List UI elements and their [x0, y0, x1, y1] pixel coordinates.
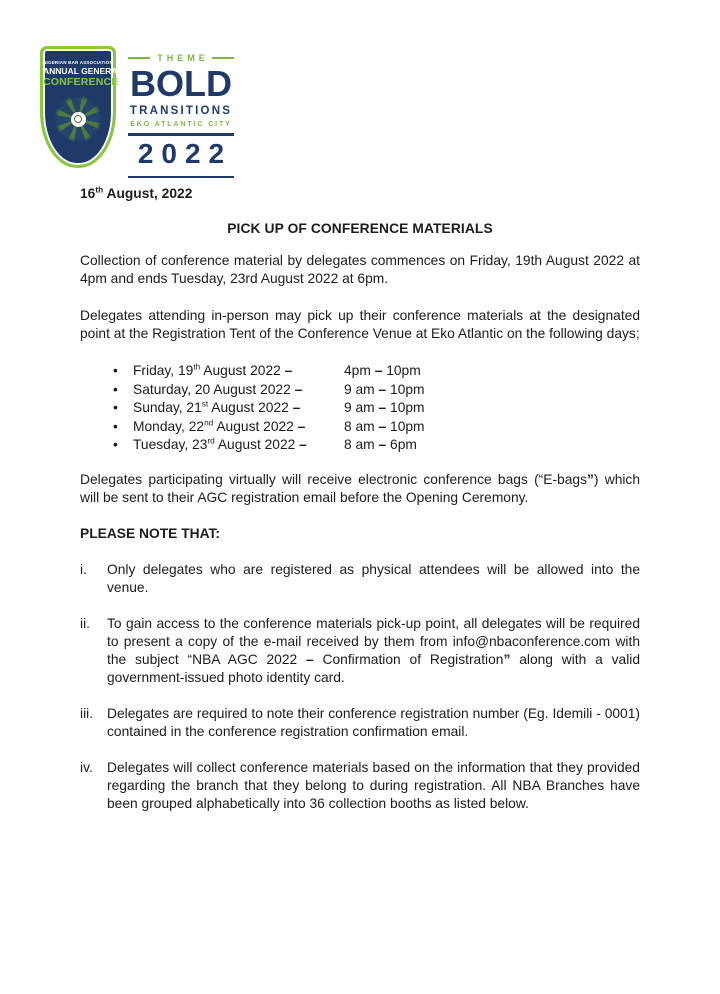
day-text: Saturday, 20 [133, 381, 211, 397]
day-text: Monday, 22 [133, 418, 205, 434]
schedule-time [344, 362, 421, 381]
day-dash: – [294, 381, 303, 397]
schedule-item [113, 418, 640, 437]
shield-annual-general: ANNUAL GENERAL [43, 66, 123, 76]
theme-subtitle: TRANSITIONS [129, 105, 233, 117]
shield-conference: CONFERENCE [43, 76, 119, 88]
day-text: August 2022 [214, 437, 300, 452]
schedule-time [344, 436, 417, 455]
swirl-icon [54, 95, 102, 143]
text-segment: ” [586, 471, 594, 487]
theme-dash-right [212, 57, 234, 59]
schedule-time [344, 418, 425, 437]
divider-bottom [128, 176, 234, 179]
day-dash: – [292, 400, 301, 415]
day-text: August 2022 [208, 400, 293, 415]
paragraph-inperson: Delegates attending in-person may pick up their conference materials at the designated point at the Registration Tent of the Conference Venue at Eko Atlantic on the following days; [80, 308, 640, 341]
logo-shield [40, 46, 123, 168]
time-end: 10pm [386, 400, 425, 415]
date-rest: August, 2022 [103, 186, 193, 201]
bullet-icon: • [113, 381, 118, 397]
conference-logo [40, 46, 234, 178]
theme-dash-left [128, 57, 150, 59]
note-number: ii. [80, 615, 90, 631]
time-start: 4pm [344, 363, 375, 378]
theme-year: 2022 [137, 137, 233, 169]
note-text [107, 561, 640, 597]
time-end: 6pm [386, 437, 417, 452]
note-text [107, 759, 640, 813]
day-text: August 2022 [210, 381, 295, 397]
document-date [80, 186, 640, 201]
schedule-day [133, 436, 344, 455]
bullet-icon: • [113, 400, 118, 415]
theme-label: THEME [157, 53, 209, 63]
note-heading: PLEASE NOTE THAT: [80, 525, 221, 541]
paragraph-collection: Collection of conference material by delegates commences on Friday, 19th August 2022 at 4pm and ends Tuesday, 23rd August 2022 at 6pm. [80, 253, 640, 286]
note-text [107, 615, 640, 687]
text-segment: Delegates will collect conference materials based on the information that they provided regarding the branch that they belong to during registration. All NBA Branches have been grouped alphabetically into 36 collection booths as listed below. [107, 759, 640, 811]
logo-theme-block [128, 46, 234, 178]
day-ordinal: st [201, 399, 209, 409]
date-ordinal: th [95, 185, 104, 195]
note-item [80, 759, 640, 813]
day-text: Tuesday, 23 [133, 437, 208, 452]
time-dash: – [374, 363, 383, 378]
day-dash: – [297, 418, 306, 434]
schedule-day [133, 362, 344, 381]
swirl-center-emblem [71, 112, 86, 127]
time-dash: – [378, 418, 387, 434]
theme-location: EKO ATLANTIC CITY [130, 121, 232, 128]
schedule-day [133, 418, 344, 437]
schedule-item [113, 381, 640, 400]
text-segment: – [306, 651, 314, 667]
text-segment: ) which will be sent to their AGC registration email before the Opening Ceremony. [80, 471, 640, 505]
day-text: August 2022 [200, 363, 285, 378]
shield-org-name: NIGERIAN BAR ASSOCIATION [43, 60, 113, 65]
day-ordinal: nd [204, 417, 214, 427]
text-segment: Confirmation of Registration [313, 651, 504, 667]
day-text: August 2022 [213, 418, 298, 434]
note-number: iv. [80, 759, 93, 775]
paragraph-ebags [80, 471, 640, 507]
schedule-item [113, 399, 640, 418]
theme-row [128, 53, 234, 63]
time-end: 10pm [386, 418, 425, 434]
day-ordinal: th [193, 362, 201, 372]
text-segment: To gain access to the conference materials pick-up point, all delegates will be required to present a copy of the e-mail received by them from info@nbaconference.com with the subject “NBA AGC 2022 [107, 615, 640, 667]
day-text: Sunday, 21 [133, 400, 202, 415]
text-segment: ” [503, 651, 511, 667]
date-day: 16 [80, 186, 96, 201]
time-start: 8 am [344, 437, 379, 452]
schedule-item [113, 362, 640, 381]
time-start: 9 am [344, 400, 379, 415]
text-segment: along with a valid government-issued photo identity card. [107, 651, 640, 685]
note-item [80, 615, 640, 687]
day-dash: – [299, 437, 307, 452]
theme-title: BOLD [130, 63, 232, 104]
note-item [80, 561, 640, 597]
schedule-item [113, 436, 640, 455]
text-segment: Delegates participating virtually will receive electronic conference bags (“E-bags [80, 471, 587, 487]
note-item [80, 705, 640, 741]
note-number: i. [80, 561, 87, 577]
day-ordinal: rd [207, 436, 215, 446]
text-segment: Only delegates who are registered as physical attendees will be allowed into the venue. [107, 561, 640, 595]
time-start: 9 am [344, 381, 379, 397]
note-number: iii. [80, 705, 94, 721]
schedule-list [80, 362, 640, 455]
schedule-day [133, 381, 344, 400]
time-end: 10pm [386, 381, 425, 397]
notes-list [80, 561, 640, 813]
bullet-icon: • [113, 437, 118, 452]
day-dash: – [284, 363, 293, 378]
schedule-time [344, 399, 425, 418]
time-start: 8 am [344, 418, 379, 434]
bullet-icon: • [113, 418, 118, 434]
time-end: 10pm [382, 363, 421, 378]
time-dash: – [378, 437, 387, 452]
text-segment: Delegates are required to note their conference registration number (Eg. Idemili - 0001) contained in the conference registration confirmation email. [107, 705, 640, 739]
day-text: Friday, 19 [133, 363, 194, 378]
schedule-day [133, 399, 344, 418]
time-dash: – [378, 381, 387, 397]
schedule-time [344, 381, 425, 400]
note-text [107, 705, 640, 741]
nba-emblem-icon [74, 115, 82, 123]
bullet-icon: • [113, 363, 118, 378]
time-dash: – [378, 400, 387, 415]
document-title: PICK UP OF CONFERENCE MATERIALS [227, 221, 493, 236]
